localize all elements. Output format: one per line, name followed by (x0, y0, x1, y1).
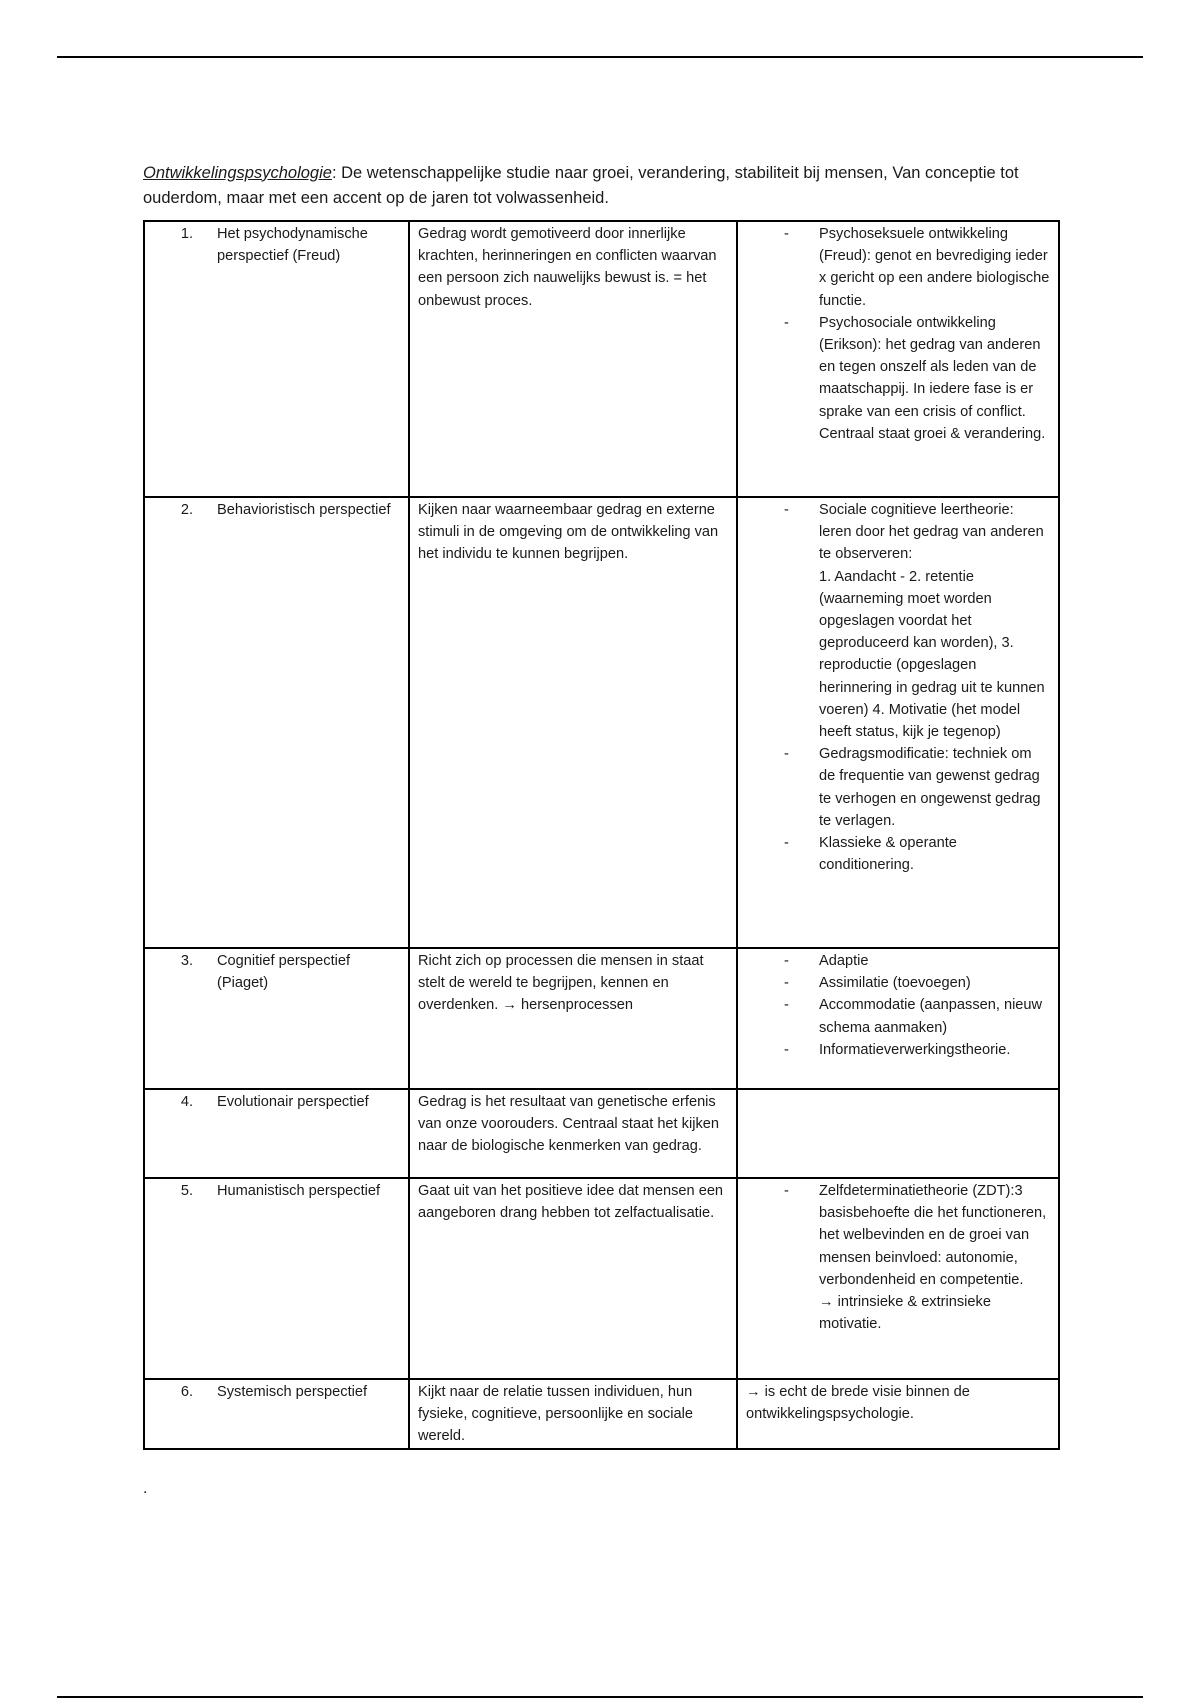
perspective-title: Systemisch perspectief (217, 1384, 368, 1400)
perspective-title: Het psychodynamische perspectief (Freud) (217, 226, 368, 265)
bullet-text: Sociale cognitieve leertheorie: leren door het gedrag van anderen te observeren: (819, 502, 1044, 563)
perspectives-table (143, 220, 1060, 1450)
list-item (746, 1039, 1050, 1061)
header-rule (57, 56, 1143, 58)
theory-list (746, 950, 1050, 1061)
bullet-text: Psychoseksuele ontwikkeling (Freud): genot en bevrediging ieder x gericht op een andere biologische functie. (819, 226, 1050, 309)
bullet-text: Adaptie (819, 953, 869, 969)
theories-cell (737, 1178, 1059, 1379)
perspective-cell (144, 1379, 409, 1449)
list-item (746, 223, 1050, 312)
description-cell: Gedrag is het resultaat van genetische erfenis van onze voorouders. Centraal staat het kijken naar de biologische kenmerken van gedrag. (409, 1089, 737, 1178)
list-item (746, 499, 1050, 743)
theory-list (746, 1180, 1050, 1335)
theory-list (746, 223, 1050, 445)
bullet-marker: - (784, 835, 789, 852)
list-item (746, 312, 1050, 445)
description-cell: Gedrag wordt gemotiveerd door innerlijke krachten, herinneringen en conflicten waarvan een persoon zich nauwelijks bewust is. = het onbewust proces. (409, 221, 737, 497)
perspective-cell (144, 1089, 409, 1178)
bullet-marker: - (784, 226, 789, 242)
perspective-cell (144, 497, 409, 948)
theories-cell (737, 948, 1059, 1089)
row-number: 4. (180, 1094, 193, 1110)
bullet-marker: - (784, 975, 789, 992)
bullet-marker: - (784, 1041, 789, 1058)
row-number: 2. (180, 502, 193, 518)
bullet-continuation: → intrinsieke & extrinsieke motivatie. (819, 1294, 991, 1333)
row-number: 6. (180, 1384, 193, 1400)
bullet-text: Gedragsmodificatie: techniek om de frequentie van gewenst gedrag te verhogen en ongewenst gedrag te verlagen. (819, 746, 1041, 829)
bullet-text: Informatieverwerkingstheorie. (819, 1041, 1011, 1058)
list-item (746, 994, 1050, 1038)
intro-definition: : De wetenschappelijke studie naar groei, verandering, stabiliteit bij mensen, Van conceptie tot ouderdom, maar met een accent op de jaren tot volwassenheid. (143, 163, 1019, 207)
theories-cell (737, 497, 1059, 948)
row-number: 5. (180, 1183, 193, 1199)
bullet-text: Psychosociale ontwikkeling (Erikson): het gedrag van anderen en tegen onszelf als leden van de maatschappij. In iedere fase is er sprake van een crisis of conflict. Centraal staat groei & verandering. (819, 314, 1046, 442)
bullet-marker: - (784, 1183, 789, 1199)
list-item (746, 950, 1050, 972)
theory-list (746, 499, 1050, 876)
bullet-marker: - (784, 953, 789, 969)
table-row (144, 1178, 1059, 1379)
perspective-cell (144, 948, 409, 1089)
bullet-text: Zelfdeterminatietheorie (ZDT):3 basisbehoefte die het functioneren, het welbevinden en de groei van mensen beinvloed: autonomie, verbondenheid en competentie. (819, 1183, 1047, 1288)
table-row (144, 948, 1059, 1089)
intro-term: Ontwikkelingspsychologie (143, 163, 332, 182)
list-item (746, 972, 1050, 994)
table-row (144, 497, 1059, 948)
description-cell: Kijkt naar de relatie tussen individuen, hun fysieke, cognitieve, persoonlijke en sociale wereld. (409, 1379, 737, 1449)
footer-rule (57, 1696, 1143, 1698)
description-cell: Kijken naar waarneembaar gedrag en externe stimuli in de omgeving om de ontwikkeling van het individu te kunnen begrijpen. (409, 497, 737, 948)
row-number: 1. (180, 226, 193, 242)
theories-cell (737, 1089, 1059, 1178)
bullet-text: Accommodatie (aanpassen, nieuw schema aanmaken) (819, 997, 1043, 1036)
trailing-mark: . (143, 1480, 148, 1497)
intro-paragraph (143, 161, 1043, 211)
table-row (144, 221, 1059, 497)
list-item (746, 832, 1050, 876)
list-item (746, 743, 1050, 832)
bullet-marker: - (784, 314, 789, 331)
bullet-continuation: 1. Aandacht - 2. retentie (waarneming moet worden opgeslagen voordat het geproduceerd kan worden), 3. reproductie (opgeslagen herinnering in gedrag uit te kunnen voeren) 4. Motivatie (het model heeft status, kijk je tegenop) (819, 568, 1045, 741)
description-cell: Gaat uit van het positieve idee dat mensen een aangeboren drang hebben tot zelfactualisatie. (409, 1178, 737, 1379)
note-cell: → is echt de brede visie binnen de ontwikkelingspsychologie. (737, 1379, 1059, 1449)
row-number: 3. (180, 953, 193, 969)
theories-cell (737, 221, 1059, 497)
bullet-marker: - (784, 997, 789, 1014)
list-item (746, 1180, 1050, 1335)
perspective-title: Cognitief perspectief (Piaget) (217, 953, 351, 992)
perspective-cell (144, 221, 409, 497)
bullet-text: Assimilatie (toevoegen) (819, 975, 971, 992)
bullet-text: Klassieke & operante conditionering. (819, 835, 957, 874)
table-row (144, 1379, 1059, 1449)
description-cell: Richt zich op processen die mensen in staat stelt de wereld te begrijpen, kennen en overdenken. → hersenprocessen (409, 948, 737, 1089)
table-row (144, 1089, 1059, 1178)
bullet-marker: - (784, 746, 789, 763)
perspective-cell (144, 1178, 409, 1379)
bullet-marker: - (784, 502, 789, 518)
perspective-title: Behavioristisch perspectief (217, 502, 391, 518)
perspective-title: Evolutionair perspectief (217, 1094, 369, 1110)
perspective-title: Humanistisch perspectief (217, 1183, 381, 1199)
